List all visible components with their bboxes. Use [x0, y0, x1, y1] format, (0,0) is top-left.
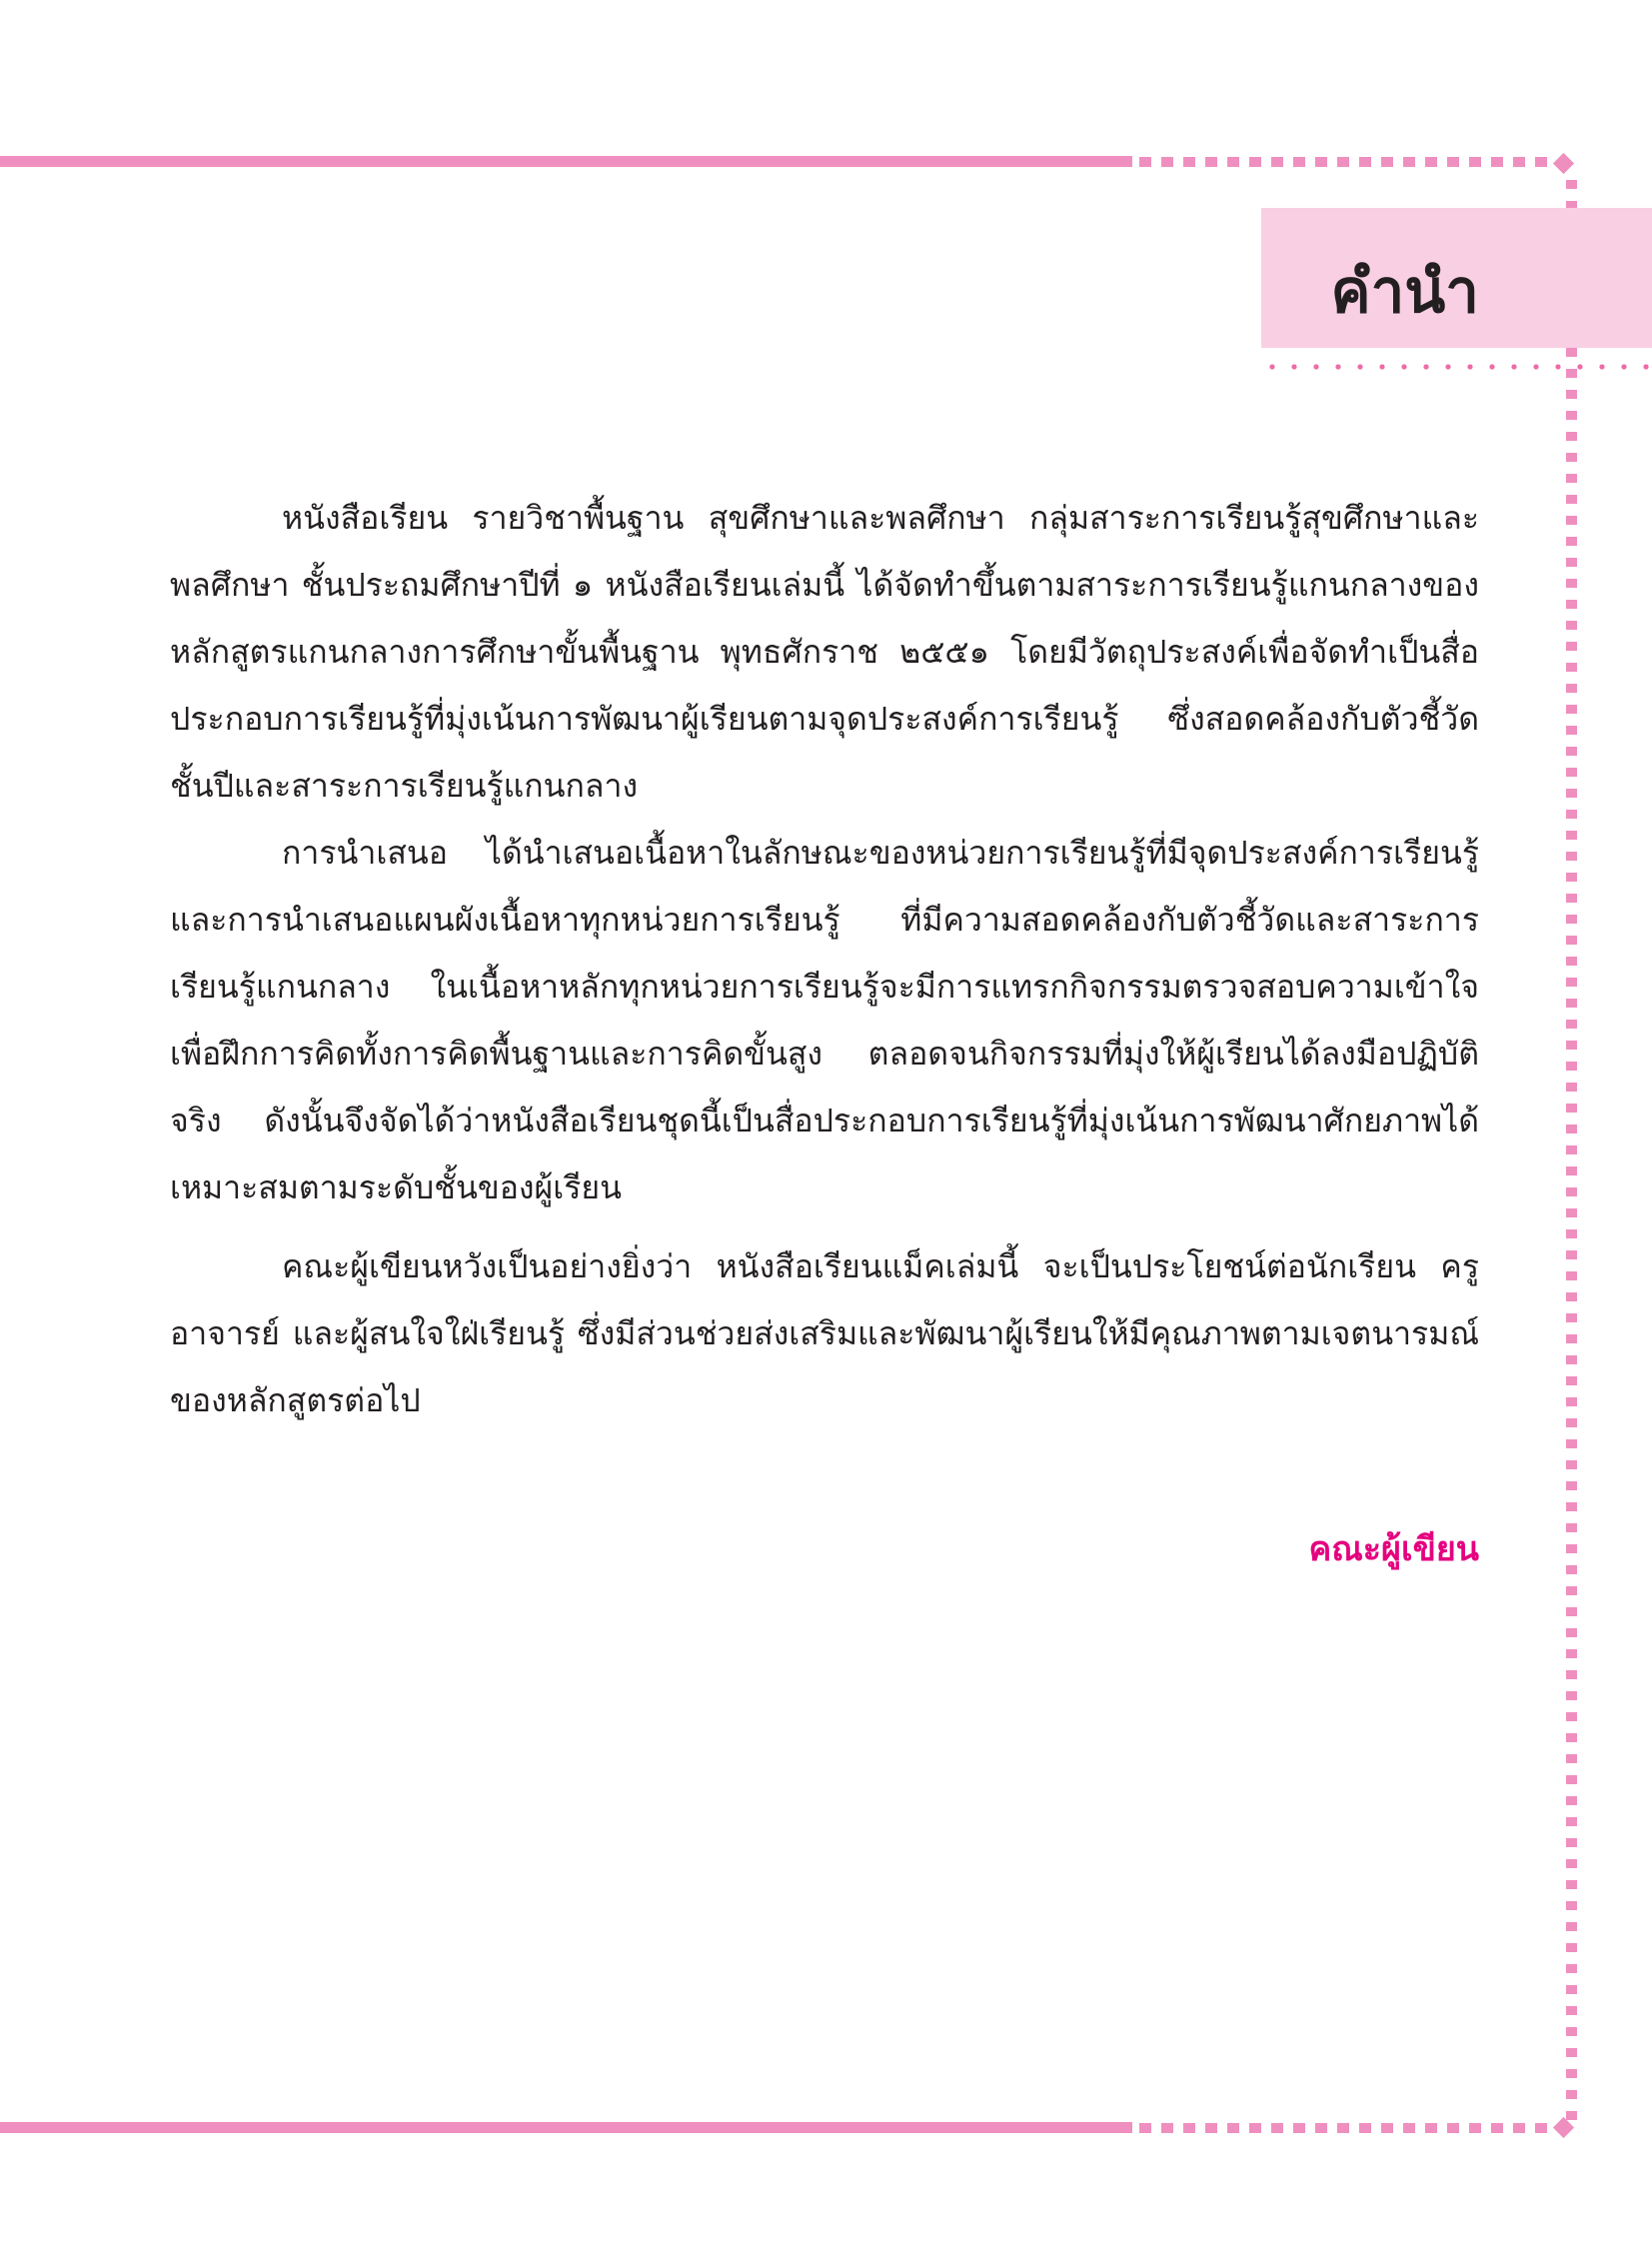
bottom-border-line [0, 2122, 1132, 2133]
top-border-line [0, 156, 1132, 167]
author-signature: คณะผู้เขียน [1308, 1529, 1479, 1569]
top-dashed-border [1139, 157, 1549, 167]
preface-paragraph-1: หนังสือเรียน รายวิชาพื้นฐาน สุขศึกษาและพลศึกษา กลุ่มสาระการเรียนรู้สุขศึกษาและพลศึกษา ชั้นประถมศึกษาปีที่ ๑ หนังสือเรียนเล่มนี้ ได้จัดทำขึ้นตามสาระการเรียนรู้แกนกลางของหลักสูตรแกนกลางการศึกษาขั้นพื้นฐาน พุทธศักราช ๒๕๕๑ โดยมีวัตถุประสงค์เพื่อจัดทำเป็นสื่อประกอบการเรียนรู้ที่มุ่งเน้นการพัฒนาผู้เรียนตามจุดประสงค์การเรียนรู้ ซึ่งสอดคล้องกับตัวชี้วัดชั้นปีและสาระการเรียนรู้แกนกลาง [170, 499, 1479, 805]
top-right-corner-diamond [1553, 153, 1574, 174]
title-dotted-underline [1261, 364, 1652, 370]
bottom-dashed-border [1139, 2123, 1549, 2133]
page-title: คำนำ [1330, 257, 1479, 327]
preface-body [170, 485, 1479, 1434]
right-dashed-border [1566, 180, 1577, 2124]
preface-paragraph-3: คณะผู้เขียนหวังเป็นอย่างยิ่งว่า หนังสือเรียนแม็คเล่มนี้ จะเป็นประโยชน์ต่อนักเรียน ครู อาจารย์ และผู้สนใจใฝ่เรียนรู้ ซึ่งมีส่วนช่วยส่งเสริมและพัฒนาผู้เรียนให้มีคุณภาพตามเจตนารมณ์ของหลักสูตรต่อไป [170, 1247, 1479, 1419]
preface-paragraph-2: การนำเสนอ ได้นำเสนอเนื้อหาในลักษณะของหน่วยการเรียนรู้ที่มีจุดประสงค์การเรียนรู้และการนำเสนอแผนผังเนื้อหาทุกหน่วยการเรียนรู้ ที่มีความสอดคล้องกับตัวชี้วัดและสาระการเรียนรู้แกนกลาง ในเนื้อหาหลักทุกหน่วยการเรียนรู้จะมีการแทรกกิจกรรมตรวจสอบความเข้าใจ เพื่อฝึกการคิดทั้งการคิดพื้นฐานและการคิดขั้นสูง ตลอดจนกิจกรรมที่มุ่งให้ผู้เรียนได้ลงมือปฏิบัติจริง ดังนั้นจึงจัดได้ว่าหนังสือเรียนชุดนี้เป็นสื่อประกอบการเรียนรู้ที่มุ่งเน้นการพัฒนาศักยภาพได้เหมาะสมตามระดับชั้นของผู้เรียน [170, 834, 1479, 1206]
